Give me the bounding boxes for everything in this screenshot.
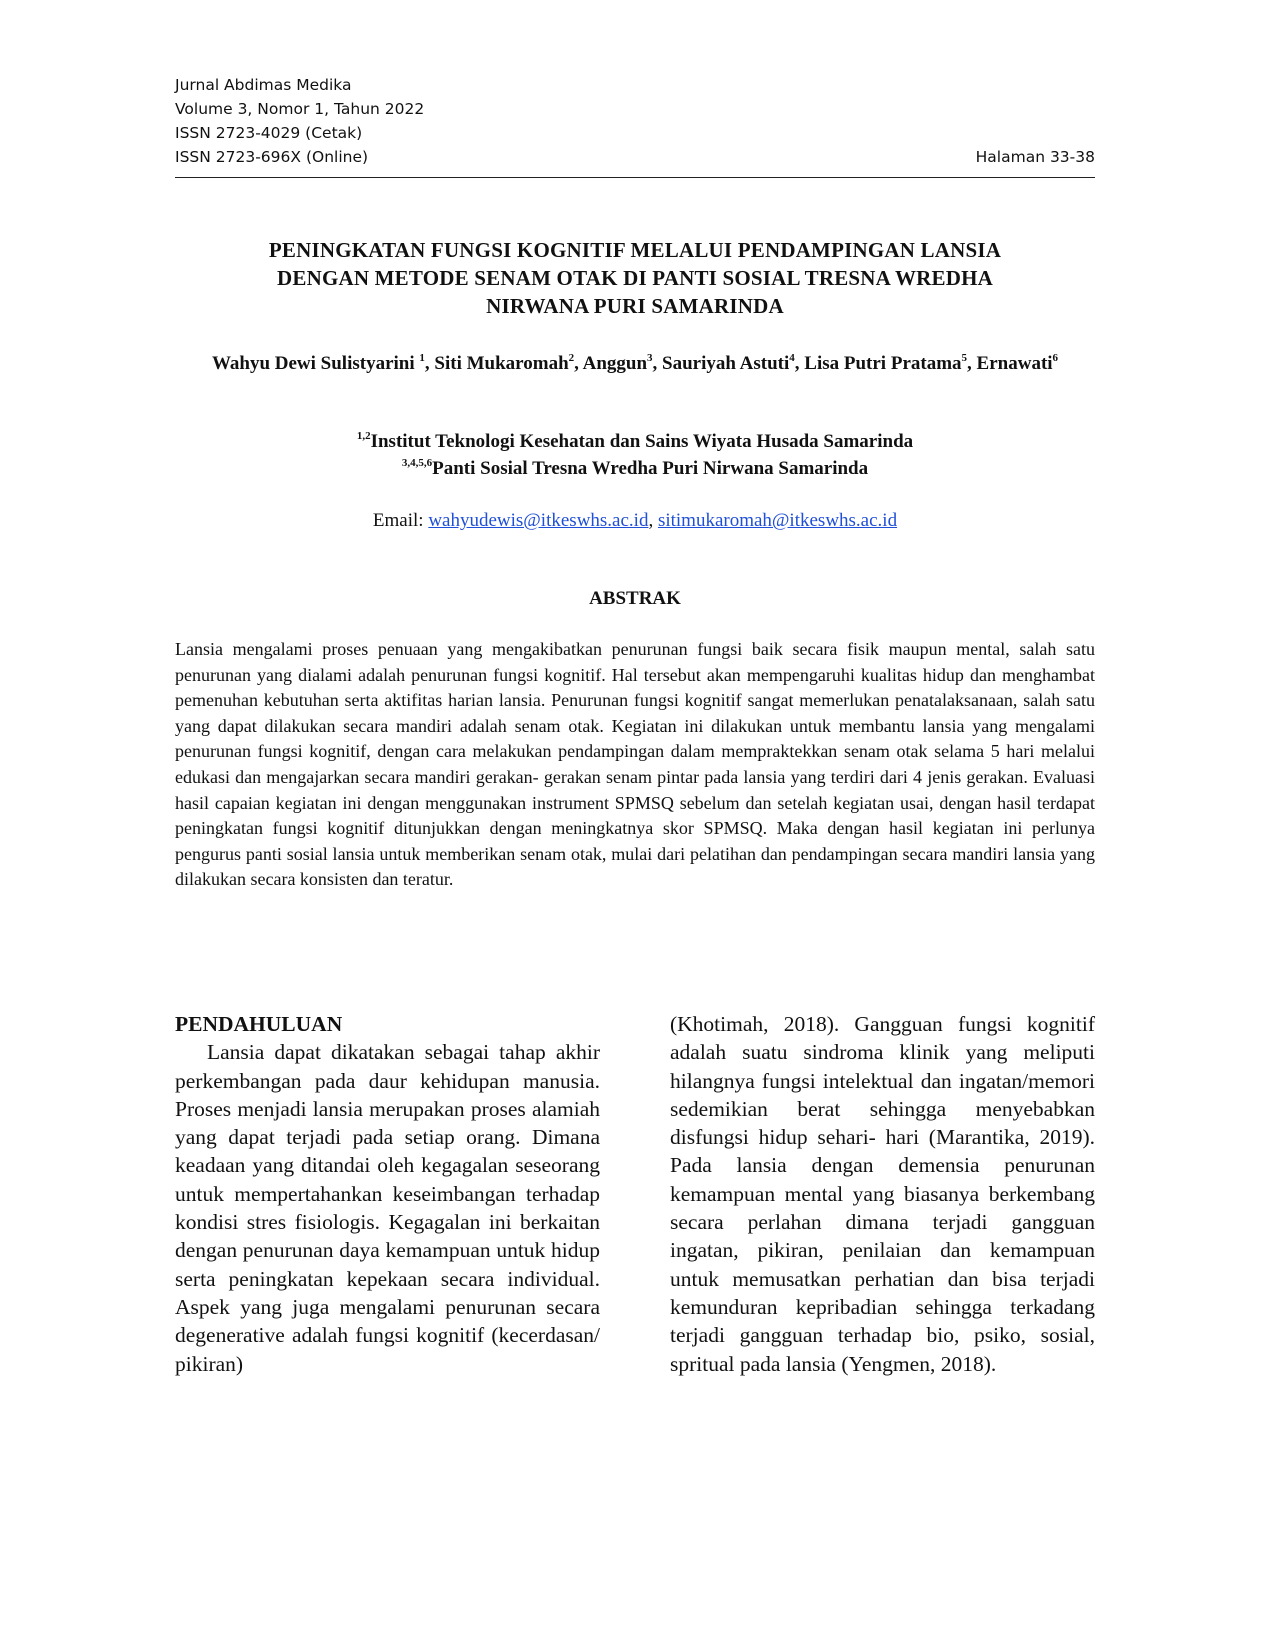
- header-rule: [175, 177, 1095, 178]
- email-link[interactable]: wahyudewis@itkeswhs.ac.id: [428, 510, 649, 531]
- affiliation-name: Institut Teknologi Kesehatan dan Sains Wiyata Husada Samarinda: [370, 431, 914, 452]
- section-heading: PENDAHULUAN: [175, 1012, 343, 1036]
- author-sup: 2: [568, 352, 575, 364]
- intro-paragraph-continued: (Khotimah, 2018). Gangguan fungsi kognitif adalah suatu sindroma klinik yang meliputi hilangnya fungsi intelektual dan ingatan/memori sedemikian berat sehingga menyebabkan disfungsi hidup sehari- hari (Marantika, 2019). Pada lansia dengan demensia penurunan kemampuan mental yang biasanya berkembang secara perlahan dimana terjadi gangguan ingatan, pikiran, penilaian dan kemampuan untuk memusatkan perhatian dan bisa terjadi kemunduran kepribadian sehingga terkadang terjadi gangguan terhadap bio, psiko, sosial, spritual pada lansia (Yengmen, 2018).: [670, 1012, 1095, 1376]
- abstract-heading: ABSTRAK: [589, 588, 681, 609]
- email-link[interactable]: sitimukaromah@itkeswhs.ac.id: [657, 510, 898, 531]
- author-sep: ,: [967, 353, 977, 374]
- issn-print: ISSN 2723-4029 (Cetak): [175, 124, 363, 142]
- author-sep: ,: [574, 353, 583, 374]
- paper-title: [175, 236, 1095, 320]
- author-sup: 5: [961, 352, 968, 364]
- journal-volume: Volume 3, Nomor 1, Tahun 2022: [175, 100, 425, 118]
- intro-right-column: [670, 1010, 1095, 1378]
- title-line: DENGAN METODE SENAM OTAK DI PANTI SOSIAL TRESNA WREDHA: [277, 266, 993, 290]
- author-name: Sauriyah Astuti: [662, 353, 790, 374]
- author-sep: ,: [652, 353, 663, 374]
- author-sup: 4: [789, 352, 795, 364]
- email-separator: ,: [648, 510, 658, 531]
- header-last-row: [175, 145, 1095, 169]
- title-line: PENINGKATAN FUNGSI KOGNITIF MELALUI PENDAMPINGAN LANSIA: [268, 238, 1002, 262]
- issn-online: ISSN 2723-696X (Online): [175, 148, 369, 166]
- author-name: Ernawati: [976, 353, 1053, 374]
- journal-header: [175, 73, 1095, 169]
- author-name: Anggun: [582, 353, 648, 374]
- abstract-text: Lansia mengalami proses penuaan yang mengakibatkan penurunan fungsi baik secara fisik maupun mental, salah satu penurunan yang dialami adalah penurunan fungsi kognitif. Hal tersebut akan mempengaruhi kualitas hidup dan menghambat pemenuhan kebutuhan serta aktifitas harian lansia. Penurunan fungsi kognitif sangat memerlukan penatalaksanaan, salah satu yang dapat dilakukan secara mandiri adalah senam otak. Kegiatan ini dilakukan untuk membantu lansia yang mengalami penurunan fungsi kognitif, dengan cara melakukan pendampingan dalam mempraktekkan senam otak selama 5 hari melalui edukasi dan mengajarkan secara mandiri gerakan- gerakan senam pintar pada lansia yang terdiri dari 4 jenis gerakan. Evaluasi hasil capaian kegiatan ini dengan menggunakan instrument SPMSQ sebelum dan setelah kegiatan usai, dengan hasil terdapat peningkatan fungsi kognitif ditunjukkan dengan meningkatnya skor SPMSQ. Maka dengan hasil kegiatan ini perlunya pengurus panti sosial lansia untuk memberikan senam otak, mulai dari pelatihan dan pendampingan secara mandiri lansia yang dilakukan secara konsisten dan teratur.: [175, 639, 1095, 890]
- author-sep: ,: [424, 353, 435, 374]
- author-sup: 6: [1052, 352, 1059, 364]
- author-sup: 1: [419, 352, 425, 364]
- affiliations: [175, 428, 1095, 482]
- author-sup: 3: [647, 352, 653, 364]
- affiliation: [175, 428, 1095, 455]
- email-label: Email:: [372, 510, 429, 531]
- title-line: NIRWANA PURI SAMARINDA: [486, 294, 784, 318]
- intro-left-column: [175, 1010, 600, 1378]
- email-line: [175, 508, 1095, 534]
- page-range: Halaman 33-38: [975, 148, 1095, 166]
- intro-paragraph: Lansia dapat dikatakan sebagai tahap akhir perkembangan pada daur kehidupan manusia. Proses menjadi lansia merupakan proses alamiah yang dapat terjadi pada setiap orang. Dimana keadaan yang ditandai oleh kegagalan seseorang untuk mempertahankan keseimbangan terhadap kondisi stres fisiologis. Kegagalan ini berkaitan dengan penurunan daya kemampuan untuk hidup serta peningkatan kepekaan secara individual. Aspek yang juga mengalami penurunan secara degenerative adalah fungsi kognitif (kecerdasan/ pikiran): [175, 1040, 600, 1376]
- author-name: Wahyu Dewi Sulistyarini: [211, 353, 420, 374]
- affiliation-sup: 3,4,5,6: [401, 457, 433, 469]
- affiliation-name: Panti Sosial Tresna Wredha Puri Nirwana Samarinda: [432, 458, 869, 479]
- author-sep: ,: [794, 353, 805, 374]
- affiliation-sup: 1,2: [356, 430, 371, 442]
- affiliation: [175, 455, 1095, 482]
- author-list: [175, 350, 1095, 377]
- author-name: Lisa Putri Pratama: [804, 353, 962, 374]
- journal-name: Jurnal Abdimas Medika: [175, 76, 352, 94]
- author-name: Siti Mukaromah: [434, 353, 569, 374]
